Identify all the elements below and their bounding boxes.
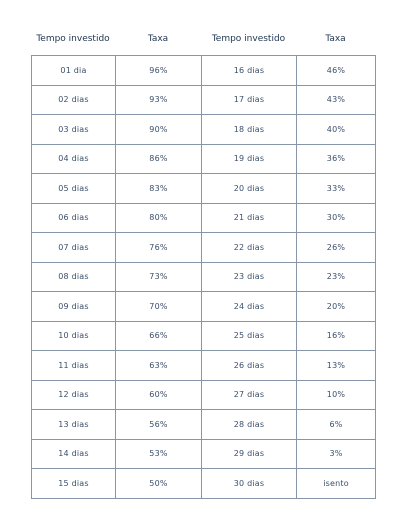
cell-tempo: 16 dias: [202, 56, 297, 86]
cell-taxa: 43%: [297, 85, 376, 115]
cell-tempo: 29 dias: [202, 439, 297, 469]
rates-table-body: [32, 56, 376, 499]
table-row: [32, 56, 376, 86]
cell-taxa: 60%: [116, 380, 202, 410]
header-taxa-2: Taxa: [325, 34, 346, 44]
cell-taxa: 30%: [297, 203, 376, 233]
cell-tempo: 07 dias: [32, 233, 116, 263]
cell-taxa: 33%: [297, 174, 376, 204]
cell-tempo: 25 dias: [202, 321, 297, 351]
cell-taxa: 46%: [297, 56, 376, 86]
cell-tempo: 17 dias: [202, 85, 297, 115]
cell-tempo: 21 dias: [202, 203, 297, 233]
table-row: [32, 115, 376, 145]
table-row: [32, 292, 376, 322]
table-row: [32, 469, 376, 499]
cell-taxa: 16%: [297, 321, 376, 351]
cell-taxa: 10%: [297, 380, 376, 410]
cell-tempo: 22 dias: [202, 233, 297, 263]
table-header: [31, 30, 375, 48]
cell-taxa: 50%: [116, 469, 202, 499]
cell-taxa: 66%: [116, 321, 202, 351]
cell-tempo: 04 dias: [32, 144, 116, 174]
cell-taxa: 80%: [116, 203, 202, 233]
cell-tempo: 09 dias: [32, 292, 116, 322]
cell-taxa: 96%: [116, 56, 202, 86]
cell-tempo: 11 dias: [32, 351, 116, 381]
table-row: [32, 321, 376, 351]
cell-taxa: 73%: [116, 262, 202, 292]
cell-taxa: 3%: [297, 439, 376, 469]
cell-taxa: 6%: [297, 410, 376, 440]
cell-taxa: 86%: [116, 144, 202, 174]
cell-tempo: 13 dias: [32, 410, 116, 440]
cell-tempo: 05 dias: [32, 174, 116, 204]
header-tempo-investido-1: Tempo investido: [36, 34, 110, 44]
table-row: [32, 380, 376, 410]
cell-tempo: 19 dias: [202, 144, 297, 174]
table-row: [32, 203, 376, 233]
cell-tempo: 12 dias: [32, 380, 116, 410]
cell-tempo: 18 dias: [202, 115, 297, 145]
header-taxa-1: Taxa: [147, 34, 169, 44]
cell-taxa: 26%: [297, 233, 376, 263]
cell-tempo: 23 dias: [202, 262, 297, 292]
cell-tempo: 15 dias: [32, 469, 116, 499]
cell-taxa: 56%: [116, 410, 202, 440]
cell-taxa: 93%: [116, 85, 202, 115]
cell-taxa: 83%: [116, 174, 202, 204]
cell-tempo: 06 dias: [32, 203, 116, 233]
cell-tempo: 03 dias: [32, 115, 116, 145]
cell-taxa: 63%: [116, 351, 202, 381]
cell-taxa: isento: [297, 469, 376, 499]
rates-table: [31, 55, 376, 499]
cell-taxa: 23%: [297, 262, 376, 292]
cell-tempo: 08 dias: [32, 262, 116, 292]
cell-tempo: 10 dias: [32, 321, 116, 351]
cell-taxa: 53%: [116, 439, 202, 469]
cell-tempo: 27 dias: [202, 380, 297, 410]
table-row: [32, 410, 376, 440]
cell-tempo: 02 dias: [32, 85, 116, 115]
cell-taxa: 70%: [116, 292, 202, 322]
cell-taxa: 20%: [297, 292, 376, 322]
cell-tempo: 14 dias: [32, 439, 116, 469]
cell-taxa: 36%: [297, 144, 376, 174]
cell-tempo: 28 dias: [202, 410, 297, 440]
cell-taxa: 90%: [116, 115, 202, 145]
table-row: [32, 351, 376, 381]
cell-tempo: 30 dias: [202, 469, 297, 499]
table-row: [32, 262, 376, 292]
table-row: [32, 233, 376, 263]
header-tempo-investido-2: Tempo investido: [211, 34, 286, 44]
cell-tempo: 01 dia: [32, 56, 116, 86]
cell-tempo: 20 dias: [202, 174, 297, 204]
table-row: [32, 144, 376, 174]
table-row: [32, 85, 376, 115]
cell-tempo: 26 dias: [202, 351, 297, 381]
cell-taxa: 13%: [297, 351, 376, 381]
cell-taxa: 76%: [116, 233, 202, 263]
table-row: [32, 439, 376, 469]
cell-taxa: 40%: [297, 115, 376, 145]
table-row: [32, 174, 376, 204]
cell-tempo: 24 dias: [202, 292, 297, 322]
